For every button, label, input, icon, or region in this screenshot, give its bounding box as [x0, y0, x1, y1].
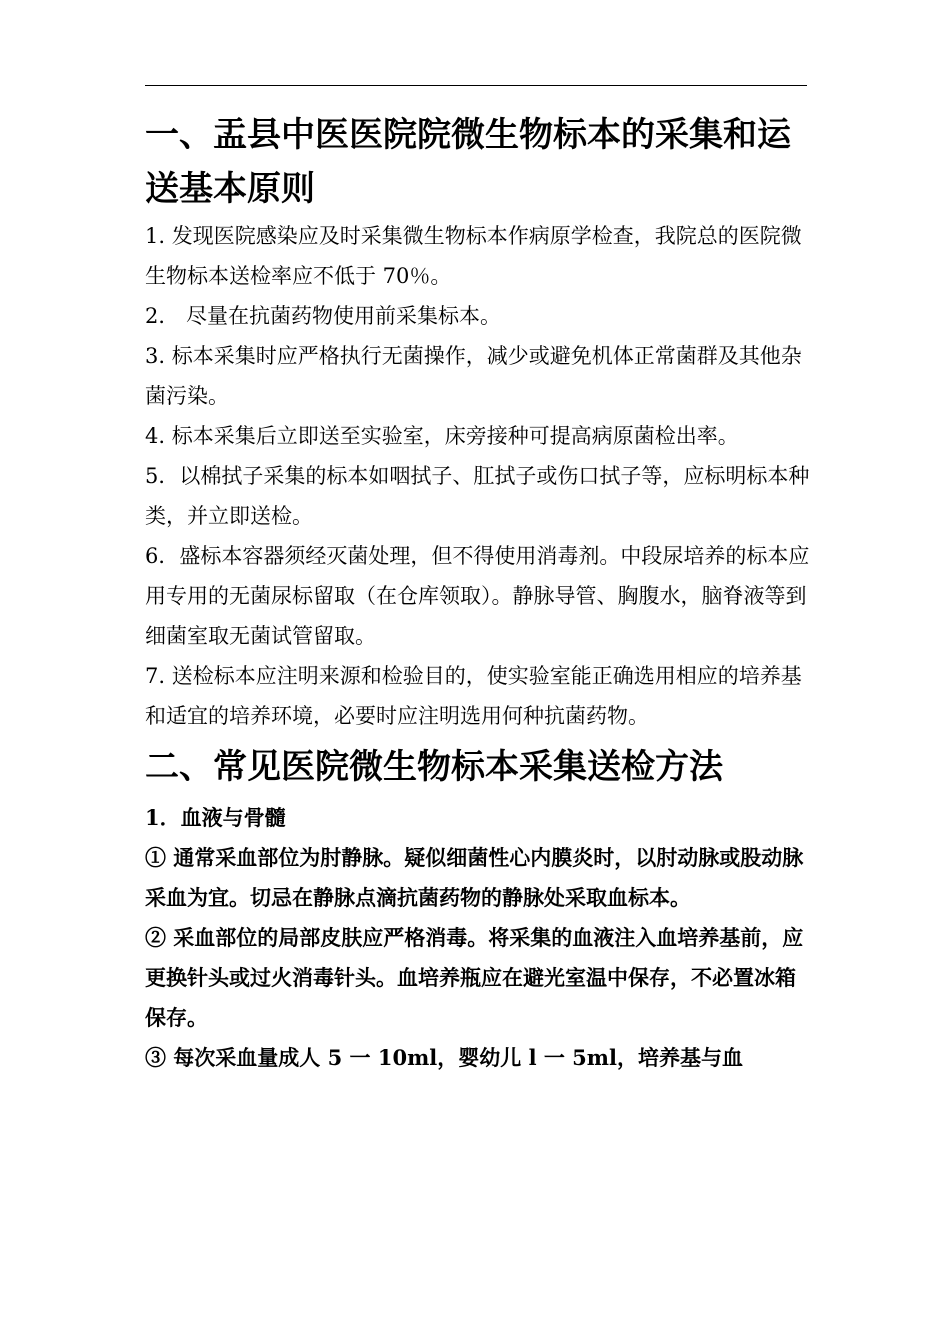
principle-5: 5．以棉拭子采集的标本如咽拭子、肛拭子或伤口拭子等，应标明标本种类，并立即送检。: [145, 464, 810, 528]
subheading-blood: 1．血液与骨髓: [145, 805, 286, 830]
section-heading-2: 二、常见医院微生物标本采集送检方法: [145, 747, 723, 787]
blood-item-3: ③ 每次采血量成人 5 一 10ml，婴幼儿 l 一 5ml，培养基与血: [145, 1045, 743, 1070]
blood-item-1: ① 通常采血部位为肘静脉。疑似细菌性心内膜炎时，以肘动脉或股动脉采血为宜。切忌在静脉点滴抗菌药物的静脉处采取血标本。: [145, 845, 804, 910]
header-rule: [145, 85, 807, 86]
principle-7: 7. 送检标本应注明来源和检验目的，使实验室能正确选用相应的培养基和适宜的培养环境，必要时应注明选用何种抗菌药物。: [145, 664, 802, 728]
principle-4: 4. 标本采集后立即送至实验室，床旁接种可提高病原菌检出率。: [145, 424, 739, 448]
document-body: [145, 108, 810, 1078]
principle-6: 6．盛标本容器须经灭菌处理，但不得使用消毒剂。中段尿培养的标本应用专用的无菌尿标留取（在仓库领取）。静脉导管、胸腹水，脑脊液等到细菌室取无菌试管留取。: [145, 544, 810, 648]
principle-2: 2． 尽量在抗菌药物使用前采集标本。: [145, 304, 502, 328]
section-heading-1: 一、盂县中医医院院微生物标本的采集和运送基本原则: [145, 115, 791, 209]
principle-1: 1. 发现医院感染应及时采集微生物标本作病原学检查，我院总的医院微生物标本送检率应不低于 70％。: [145, 224, 802, 288]
blood-item-2: ② 采血部位的局部皮肤应严格消毒。将采集的血液注入血培养基前，应更换针头或过火消毒针头。血培养瓶应在避光室温中保存，不必置冰箱保存。: [145, 925, 804, 1030]
principle-3: 3. 标本采集时应严格执行无菌操作，减少或避免机体正常菌群及其他杂菌污染。: [145, 344, 802, 408]
